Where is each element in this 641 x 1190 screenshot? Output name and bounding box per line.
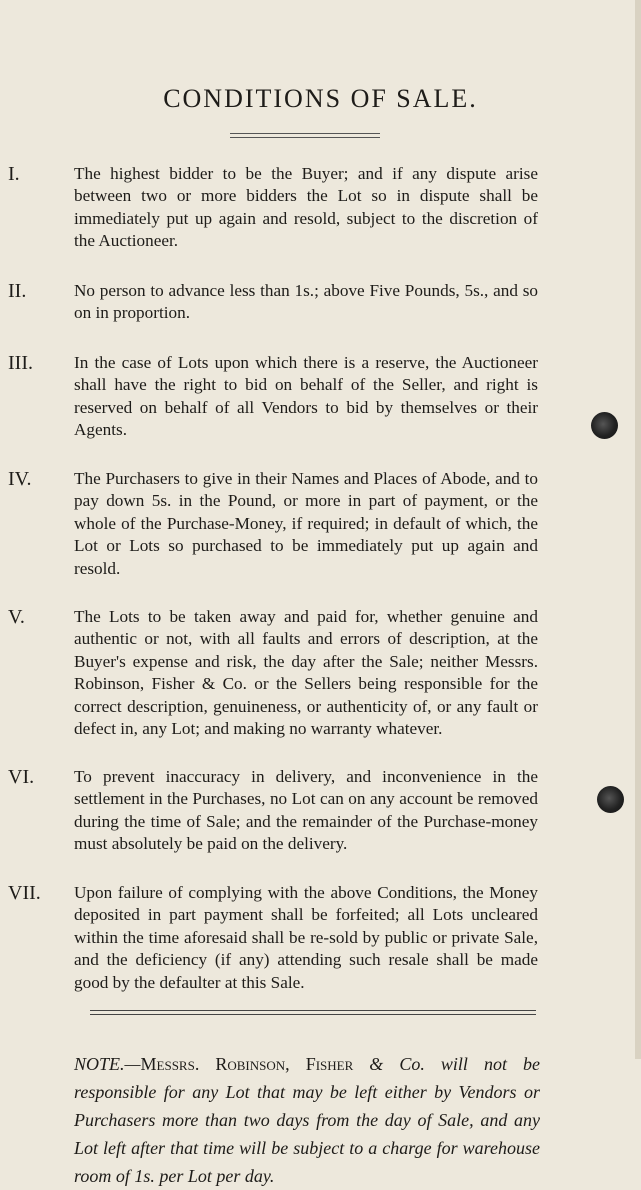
condition-number: II. [8, 280, 27, 302]
note-firm: Messrs. Robinson, Fisher [140, 1054, 354, 1074]
condition-number: V. [8, 606, 25, 628]
page-edge [635, 0, 641, 1059]
condition-number: I. [8, 163, 20, 185]
page-title: CONDITIONS OF SALE. [163, 84, 478, 113]
condition-text: The highest bidder to be the Buyer; and if any dispute arise between two or more bidders the Lot so in dispute shall be immediately put up again and resold, subject to the discretion of the Auctioneer. [74, 164, 538, 251]
note-lead: NOTE.— [74, 1054, 141, 1074]
condition-number: VI. [8, 766, 35, 788]
condition-number: VII. [8, 882, 41, 904]
condition-text: In the case of Lots upon which there is a reserve, the Auctioneer shall have the right to bid on behalf of the Seller, and right is reserved on behalf of all Vendors to bid by themselves or their Agents. [74, 353, 538, 440]
title-rule [230, 133, 380, 138]
condition-text: The Lots to be taken away and paid for, whether genuine and authentic or not, with all faults and errors of description, at the Buyer's expense and risk, the day after the Sale; neither Messrs. Robinson, Fisher & Co. or the Sellers being responsible for the correct description, genuineness, or authenticity of, or any fault or defect in, any Lot; and making no warranty whatever. [74, 607, 538, 739]
condition-text: Upon failure of complying with the above Conditions, the Money deposited in part payment shall be forfeited; all Lots uncleared within the time aforesaid shall be re-sold by public or private Sale, and the deficiency (if any) attending such resale shall be made good by the defaulter at this Sale. [74, 883, 538, 992]
condition-text: To prevent inaccuracy in delivery, and inconvenience in the settlement in the Purchases, no Lot can on any account be removed during the time of Sale; and the remainder of the Purchase-money must absolutely be paid on the delivery. [74, 767, 538, 854]
note-body: & Co. will not be responsible for any Lot that may be left either by Vendors or Purchasers more than two days from the day of Sale, and any Lot left after that time will be subject to a charge for warehouse room of 1s. per Lot per day. [74, 1054, 540, 1186]
condition-number: III. [8, 352, 33, 374]
punch-hole-icon [597, 786, 624, 813]
separator-rule [90, 1010, 536, 1015]
condition-text: No person to advance less than 1s.; above Five Pounds, 5s., and so on in proportion. [74, 281, 538, 323]
note-paragraph [74, 1050, 540, 1190]
punch-hole-icon [591, 412, 618, 439]
condition-text: The Purchasers to give in their Names and Places of Abode, and to pay down 5s. in the Pound, or more in part of payment, or the whole of the Purchase-Money, if required; in default of which, the Lot or Lots so purchased to be immediately put up again and resold. [74, 469, 538, 578]
condition-number: IV. [8, 468, 32, 490]
